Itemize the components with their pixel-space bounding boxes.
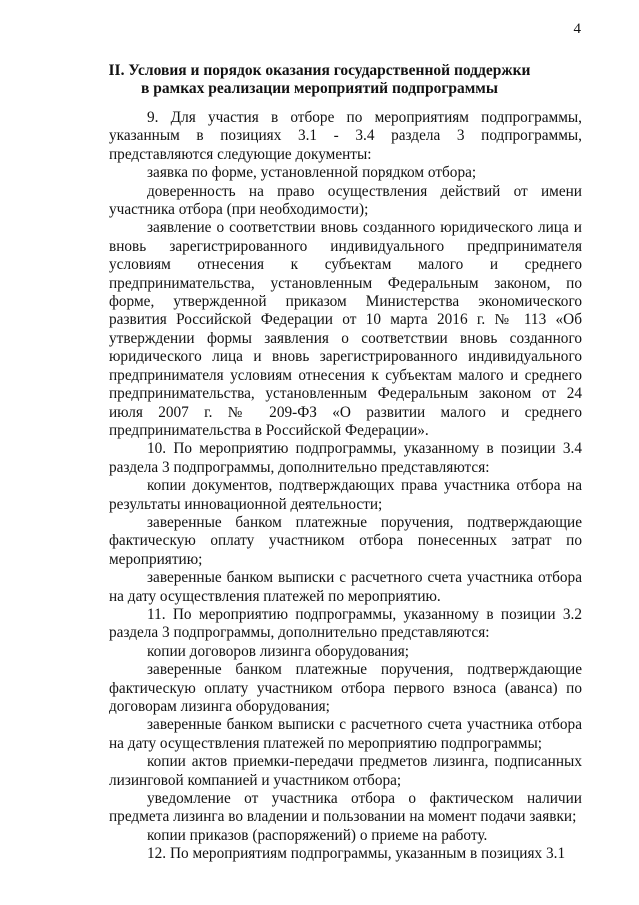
list-item-payment-orders: заверенные банком платежные поручения, подтверждающие фактическую оплату участником отбора понесенных затрат по мероприятию; <box>109 513 582 568</box>
section-heading <box>40 62 599 98</box>
list-item-leasing-bank-statements: заверенные банком выписки с расчетного счета участника отбора на дату осуществления платежей по мероприятию подпрограммы; <box>109 716 582 752</box>
document-body <box>109 109 582 864</box>
section-heading-line-1: II. Условия и порядок оказания государственной поддержки <box>108 62 531 79</box>
list-item-compliance-statement: заявление о соответствии вновь созданного юридического лица и вновь зарегистрированного индивидуального предпринимателя условиям отнесения к субъектам малого и среднего предпринимательства, установленным Федеральным законом, по форме, утвержденной приказом Министерства экономического развития Российской Федерации от 10 марта 2016 г. № 113 «Об утверждении формы заявления о соответствии вновь созданного юридического лица и вновь зарегистрированного индивидуального предпринимателя условиям отнесения к субъектам малого и среднего предпринимательства, установленным Федеральным законом от 24 июля 2007 г. № 209-ФЗ «О развитии малого и среднего предпринимательства в Российской Федерации». <box>109 219 582 439</box>
list-item-hiring-orders: копии приказов (распоряжений) о приеме на работу. <box>147 826 488 844</box>
list-item-bank-statements: заверенные банком выписки с расчетного счета участника отбора на дату осуществления платежей по мероприятию. <box>109 569 582 605</box>
list-item-power-of-attorney: доверенность на право осуществления действий от имени участника отбора (при необходимости); <box>109 182 582 219</box>
list-item-possession-notice: уведомление от участника отбора о фактическом наличии предмета лизинга во владении и пользовании на момент подачи заявки; <box>109 790 582 826</box>
list-item-leasing-contracts: копии договоров лизинга оборудования; <box>147 642 410 660</box>
list-item-advance-payment-orders: заверенные банком платежные поручения, подтверждающие фактическую оплату участником отбора первого взноса (аванса) по договорам лизинга оборудования; <box>109 661 582 715</box>
section-heading-line-2: в рамках реализации мероприятий подпрограммы <box>141 80 498 97</box>
paragraph-10: 10. По мероприятию подпрограммы, указанному в позиции 3.4 раздела 3 подпрограммы, дополнительно представляются: <box>109 440 582 476</box>
paragraph-12: 12. По мероприятиям подпрограммы, указанным в позициях 3.1 <box>147 845 566 863</box>
list-item-innovation-rights: копии документов, подтверждающих права участника отбора на результаты инновационной деятельности; <box>109 477 582 513</box>
list-item-application-form: заявка по форме, установленной порядком отбора; <box>147 164 477 182</box>
paragraph-9: 9. Для участия в отборе по мероприятиям подпрограммы, указанным в позициях 3.1 - 3.4 раздела 3 подпрограммы, представляются следующие документы: <box>109 109 582 163</box>
page-number: 4 <box>573 21 581 37</box>
paragraph-11: 11. По мероприятию подпрограммы, указанному в позиции 3.2 раздела 3 подпрограммы, дополнительно представляются: <box>109 605 582 642</box>
list-item-acceptance-acts: копии актов приемки-передачи предметов лизинга, подписанных лизинговой компанией и участником отбора; <box>109 753 582 789</box>
